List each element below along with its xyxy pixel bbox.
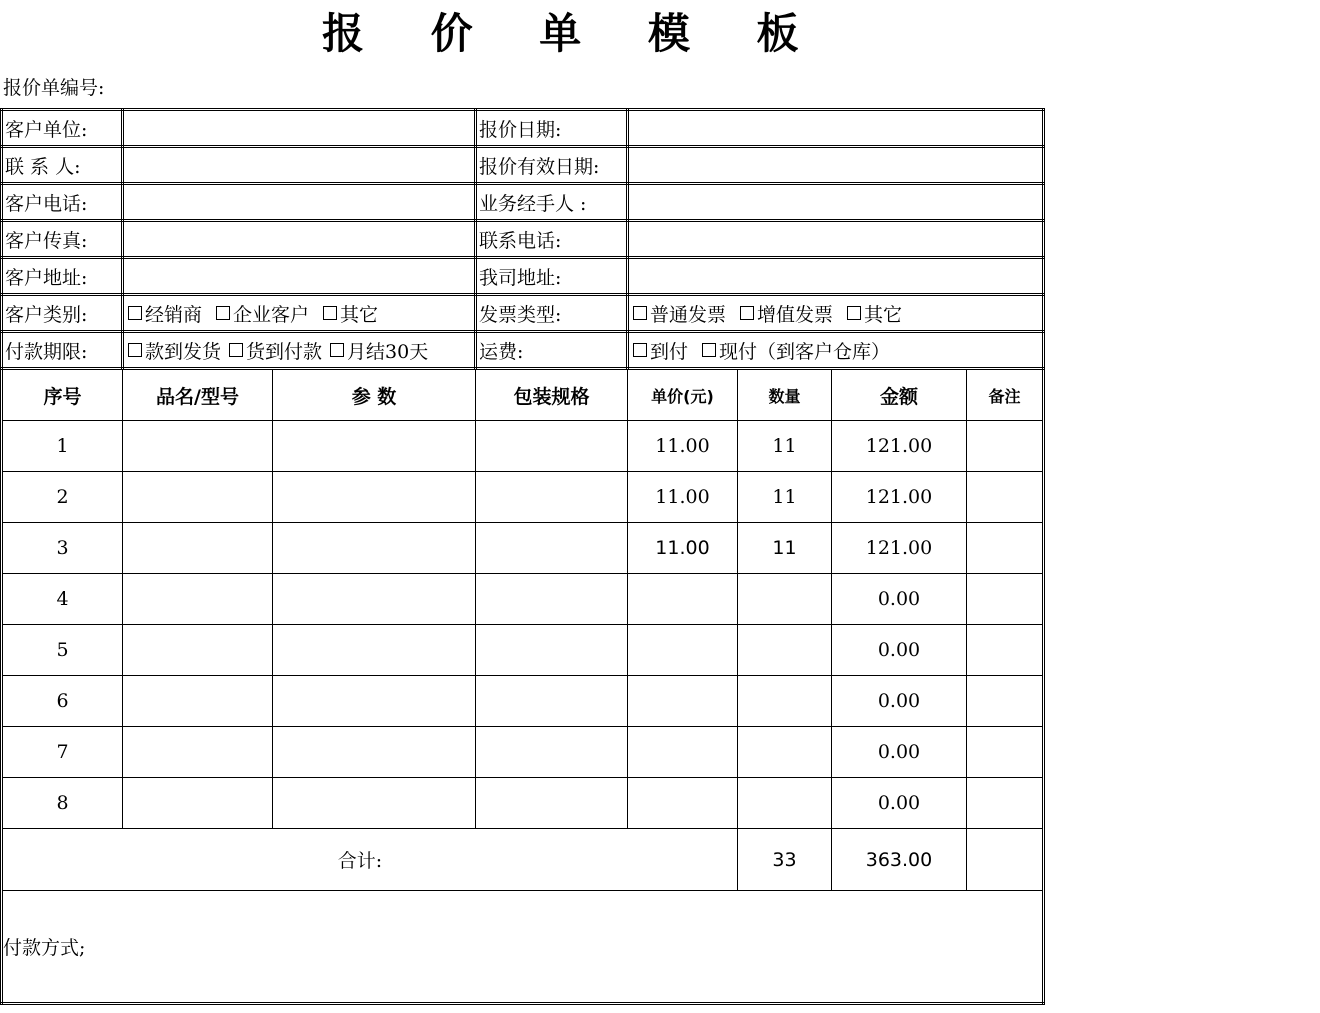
- row-remark-cell[interactable]: [967, 625, 1044, 676]
- row-unit-price[interactable]: [628, 676, 738, 727]
- customer-phone-label: 客户电话:: [2, 184, 123, 221]
- customer-company-label: 客户单位:: [2, 110, 123, 147]
- row-qty[interactable]: [738, 676, 832, 727]
- row-package-cell[interactable]: [476, 676, 628, 727]
- customer-type-option[interactable]: 其它: [321, 304, 378, 326]
- row-amount: 0.00: [832, 574, 967, 625]
- row-amount: 121.00: [832, 523, 967, 574]
- agent-label: 业务经手人 :: [476, 184, 628, 221]
- checkbox-icon: [323, 306, 337, 320]
- quotation-table: [0, 108, 1045, 1005]
- table-row: [2, 778, 1044, 829]
- row-no: 3: [2, 523, 123, 574]
- table-row: [2, 472, 1044, 523]
- total-remark-cell[interactable]: [967, 829, 1044, 891]
- document-title: 报 价 单 模 板: [322, 9, 825, 58]
- row-qty[interactable]: [738, 727, 832, 778]
- row-amount: 0.00: [832, 625, 967, 676]
- row-unit-price[interactable]: [628, 727, 738, 778]
- checkbox-icon: [847, 306, 861, 320]
- row-remark-cell[interactable]: [967, 523, 1044, 574]
- row-no: 8: [2, 778, 123, 829]
- invoice-type-label: 发票类型:: [476, 295, 628, 332]
- row-amount: 0.00: [832, 676, 967, 727]
- row-no: 6: [2, 676, 123, 727]
- total-label: 合计:: [2, 829, 738, 891]
- quote-date-field[interactable]: [628, 110, 1044, 147]
- items-header-row: [2, 369, 1044, 421]
- contact-phone-label: 联系电话:: [476, 221, 628, 258]
- row-remark-cell[interactable]: [967, 421, 1044, 472]
- row-params-cell[interactable]: [273, 523, 476, 574]
- contact-phone-field[interactable]: [628, 221, 1044, 258]
- header-no: 序号: [2, 369, 123, 421]
- customer-fax-label: 客户传真:: [2, 221, 123, 258]
- row-name-cell[interactable]: [123, 778, 273, 829]
- header-unit-price: 单价(元): [628, 369, 738, 421]
- row-package-cell[interactable]: [476, 625, 628, 676]
- row-no: 4: [2, 574, 123, 625]
- our-address-label: 我司地址:: [476, 258, 628, 295]
- row-package-cell[interactable]: [476, 421, 628, 472]
- row-package-cell[interactable]: [476, 472, 628, 523]
- row-qty[interactable]: 11: [738, 421, 832, 472]
- row-package-cell[interactable]: [476, 727, 628, 778]
- row-amount: 0.00: [832, 778, 967, 829]
- table-row: [2, 421, 1044, 472]
- checkbox-icon: [633, 306, 647, 320]
- table-row: [2, 676, 1044, 727]
- row-package-cell[interactable]: [476, 778, 628, 829]
- row-unit-price[interactable]: 11.00: [628, 472, 738, 523]
- header-qty: 数量: [738, 369, 832, 421]
- row-remark-cell[interactable]: [967, 676, 1044, 727]
- row-params-cell[interactable]: [273, 727, 476, 778]
- row-qty[interactable]: [738, 625, 832, 676]
- row-qty[interactable]: [738, 574, 832, 625]
- quote-date-label: 报价日期:: [476, 110, 628, 147]
- row-params-cell[interactable]: [273, 574, 476, 625]
- row-qty[interactable]: 11: [738, 523, 832, 574]
- header-package: 包装规格: [476, 369, 628, 421]
- customer-fax-field[interactable]: [123, 221, 476, 258]
- row-params-cell[interactable]: [273, 778, 476, 829]
- checkbox-icon: [330, 343, 344, 357]
- total-qty: 33: [738, 829, 832, 891]
- customer-type-label: 客户类别:: [2, 295, 123, 332]
- row-no: 5: [2, 625, 123, 676]
- payment-term-option[interactable]: 款到发货: [126, 341, 221, 363]
- table-row: [2, 574, 1044, 625]
- header-params: 参 数: [273, 369, 476, 421]
- invoice-type-option[interactable]: 普通发票: [631, 304, 726, 326]
- checkbox-icon: [216, 306, 230, 320]
- row-qty[interactable]: 11: [738, 472, 832, 523]
- our-address-field[interactable]: [628, 258, 1044, 295]
- row-params-cell[interactable]: [273, 676, 476, 727]
- agent-field[interactable]: [628, 184, 1044, 221]
- row-amount: 121.00: [832, 472, 967, 523]
- customer-company-field[interactable]: [123, 110, 476, 147]
- row-no: 2: [2, 472, 123, 523]
- invoice-type-option[interactable]: 其它: [845, 304, 902, 326]
- row-no: 7: [2, 727, 123, 778]
- payment-term-options: [123, 332, 476, 369]
- table-row: [2, 625, 1044, 676]
- table-row: [2, 727, 1044, 778]
- row-name-cell[interactable]: [123, 727, 273, 778]
- row-remark-cell[interactable]: [967, 727, 1044, 778]
- row-remark-cell[interactable]: [967, 472, 1044, 523]
- payment-term-option[interactable]: 月结30天: [328, 341, 428, 363]
- checkbox-icon: [229, 343, 243, 357]
- row-package-cell[interactable]: [476, 523, 628, 574]
- row-name-cell[interactable]: [123, 625, 273, 676]
- row-remark-cell[interactable]: [967, 574, 1044, 625]
- checkbox-icon: [128, 343, 142, 357]
- header-remark: 备注: [967, 369, 1044, 421]
- payment-method-row: [2, 891, 1044, 1004]
- row-amount: 0.00: [832, 727, 967, 778]
- row-name-cell[interactable]: [123, 523, 273, 574]
- row-name-cell[interactable]: [123, 421, 273, 472]
- customer-type-option[interactable]: 企业客户: [214, 304, 309, 326]
- contact-field[interactable]: [123, 147, 476, 184]
- row-params-cell[interactable]: [273, 472, 476, 523]
- invoice-type-options: [628, 295, 1044, 332]
- customer-address-field[interactable]: [123, 258, 476, 295]
- header-amount: 金额: [832, 369, 967, 421]
- customer-type-options: [123, 295, 476, 332]
- row-unit-price[interactable]: [628, 778, 738, 829]
- checkbox-icon: [633, 343, 647, 357]
- invoice-type-option[interactable]: 增值发票: [738, 304, 833, 326]
- customer-type-option[interactable]: 经销商: [126, 304, 202, 326]
- checkbox-icon: [128, 306, 142, 320]
- contact-label: 联 系 人:: [2, 147, 123, 184]
- row-unit-price[interactable]: [628, 574, 738, 625]
- payment-method-label[interactable]: 付款方式;: [2, 891, 1044, 1004]
- row-unit-price[interactable]: [628, 625, 738, 676]
- row-name-cell[interactable]: [123, 676, 273, 727]
- valid-date-label: 报价有效日期:: [476, 147, 628, 184]
- total-row: [2, 829, 1044, 891]
- checkbox-icon: [740, 306, 754, 320]
- freight-label: 运费:: [476, 332, 628, 369]
- row-no: 1: [2, 421, 123, 472]
- table-row: [2, 523, 1044, 574]
- valid-date-field[interactable]: [628, 147, 1044, 184]
- payment-term-option[interactable]: 货到付款: [227, 341, 322, 363]
- row-params-cell[interactable]: [273, 625, 476, 676]
- freight-option[interactable]: 到付: [631, 341, 688, 363]
- row-remark-cell[interactable]: [967, 778, 1044, 829]
- customer-address-label: 客户地址:: [2, 258, 123, 295]
- row-name-cell[interactable]: [123, 574, 273, 625]
- row-amount: 121.00: [832, 421, 967, 472]
- freight-options: [628, 332, 1044, 369]
- customer-phone-field[interactable]: [123, 184, 476, 221]
- payment-term-label: 付款期限:: [2, 332, 123, 369]
- checkbox-icon: [702, 343, 716, 357]
- total-amount: 363.00: [832, 829, 967, 891]
- freight-option[interactable]: 现付（到客户仓库）: [700, 341, 890, 363]
- row-qty[interactable]: [738, 778, 832, 829]
- row-name-cell[interactable]: [123, 472, 273, 523]
- row-unit-price[interactable]: 11.00: [628, 523, 738, 574]
- quote-number-label: 报价单编号:: [3, 77, 105, 99]
- header-name: 品名/型号: [123, 369, 273, 421]
- row-package-cell[interactable]: [476, 574, 628, 625]
- row-unit-price[interactable]: 11.00: [628, 421, 738, 472]
- row-params-cell[interactable]: [273, 421, 476, 472]
